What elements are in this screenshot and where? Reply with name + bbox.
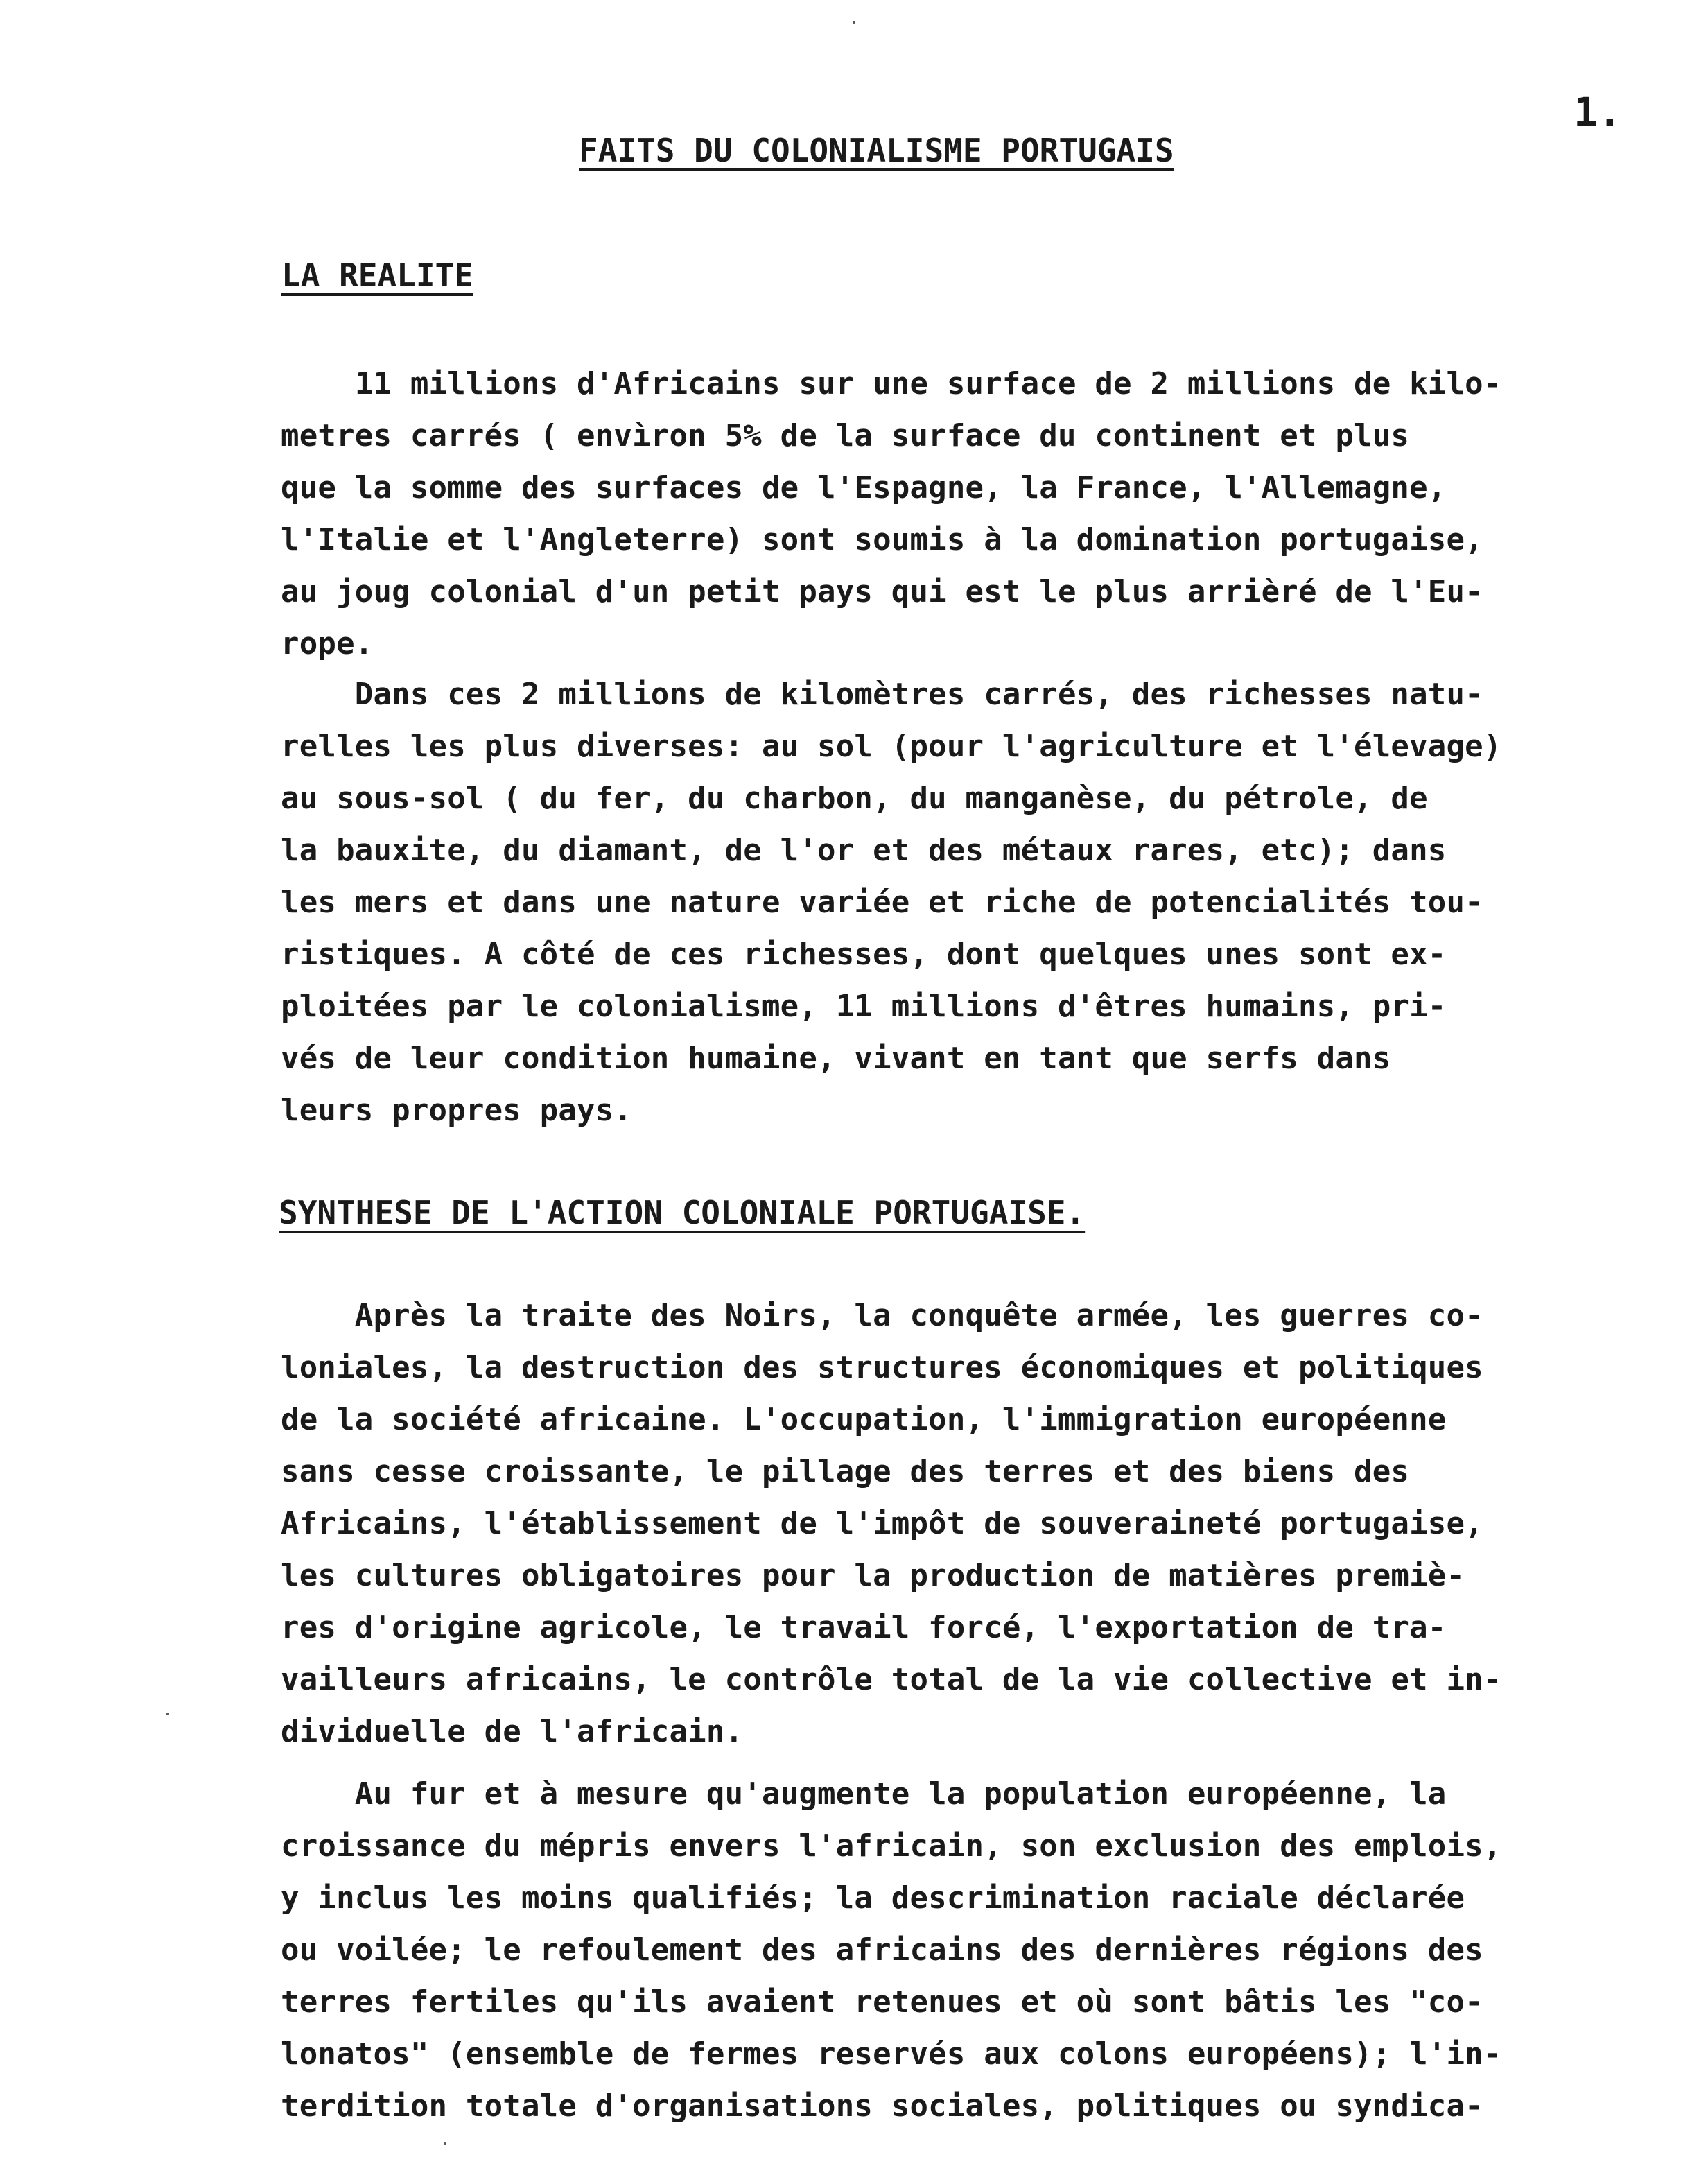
scan-speck: [444, 2142, 446, 2145]
text-line: que la somme des surfaces de l'Espagne, la France, l'Allemagne,: [281, 470, 1447, 505]
text-line: Dans ces 2 millions de kilomètres carrés, des richesses natu-: [281, 677, 1483, 712]
text-line: Au fur et à mesure qu'augmente la population européenne, la: [281, 1776, 1447, 1812]
text-line: Après la traite des Noirs, la conquête armée, les guerres co-: [281, 1298, 1483, 1333]
text-line: ou voilée; le refoulement des africains des dernières régions des: [281, 1932, 1483, 1968]
text-line: y inclus les moins qualifiés; la descrimination raciale déclarée: [281, 1880, 1465, 1916]
text-line: metres carrés ( envìron 5% de la surface du continent et plus: [281, 418, 1410, 453]
paragraph-synthese-2: [281, 1768, 1502, 2132]
page-title: FAITS DU COLONIALISME PORTUGAIS: [579, 132, 1174, 169]
page-number: 1.: [1574, 89, 1622, 136]
text-line: au sous-sol ( du fer, du charbon, du manganèse, du pétrole, de: [281, 781, 1428, 816]
text-line: vés de leur condition humaine, vivant en tant que serfs dans: [281, 1041, 1391, 1076]
text-line: de la société africaine. L'occupation, l'immigration européenne: [281, 1402, 1447, 1437]
text-line: terdition totale d'organisations sociales, politiques ou syndica-: [281, 2088, 1483, 2124]
section-heading-synthese: SYNTHESE DE L'ACTION COLONIALE PORTUGAISE.: [279, 1194, 1086, 1231]
paragraph-realite-2: [281, 668, 1502, 1136]
text-line: les cultures obligatoires pour la production de matières premiè-: [281, 1558, 1465, 1593]
section-heading-realite: LA REALITE: [281, 257, 473, 294]
text-line: les mers et dans une nature variée et riche de potencialités tou-: [281, 885, 1483, 920]
text-line: res d'origine agricole, le travail forcé, l'exportation de tra-: [281, 1610, 1447, 1645]
text-line: rope.: [281, 626, 374, 661]
text-line: au joug colonial d'un petit pays qui est le plus arrièré de l'Eu-: [281, 574, 1483, 609]
text-line: lonatos" (ensemble de fermes reservés aux colons européens); l'in-: [281, 2036, 1502, 2072]
text-line: croissance du mépris envers l'africain, son exclusion des emplois,: [281, 1828, 1502, 1864]
text-line: la bauxite, du diamant, de l'or et des métaux rares, etc); dans: [281, 833, 1447, 868]
text-line: Africains, l'établissement de l'impôt de souveraineté portugaise,: [281, 1506, 1483, 1541]
text-line: relles les plus diverses: au sol (pour l'agriculture et l'élevage): [281, 729, 1502, 764]
paragraph-synthese-1: [281, 1290, 1502, 1758]
text-line: l'Italie et l'Angleterre) sont soumis à la domination portugaise,: [281, 522, 1483, 557]
text-line: vailleurs africains, le contrôle total de la vie collective et in-: [281, 1662, 1502, 1697]
text-line: dividuelle de l'africain.: [281, 1714, 744, 1749]
text-line: terres fertiles qu'ils avaient retenues et où sont bâtis les "co-: [281, 1984, 1483, 2020]
text-line: leurs propres pays.: [281, 1093, 633, 1128]
text-line: loniales, la destruction des structures économiques et politiques: [281, 1350, 1483, 1385]
text-line: sans cesse croissante, le pillage des terres et des biens des: [281, 1454, 1410, 1489]
scan-speck: [853, 21, 855, 24]
text-line: ristiques. A côté de ces richesses, dont quelques unes sont ex-: [281, 937, 1447, 972]
text-line: ploitées par le colonialisme, 11 millions d'êtres humains, pri-: [281, 989, 1447, 1024]
paragraph-realite-1: [281, 358, 1502, 670]
scan-speck: [166, 1713, 169, 1715]
text-line: 11 millions d'Africains sur une surface de 2 millions de kilo-: [281, 366, 1502, 401]
